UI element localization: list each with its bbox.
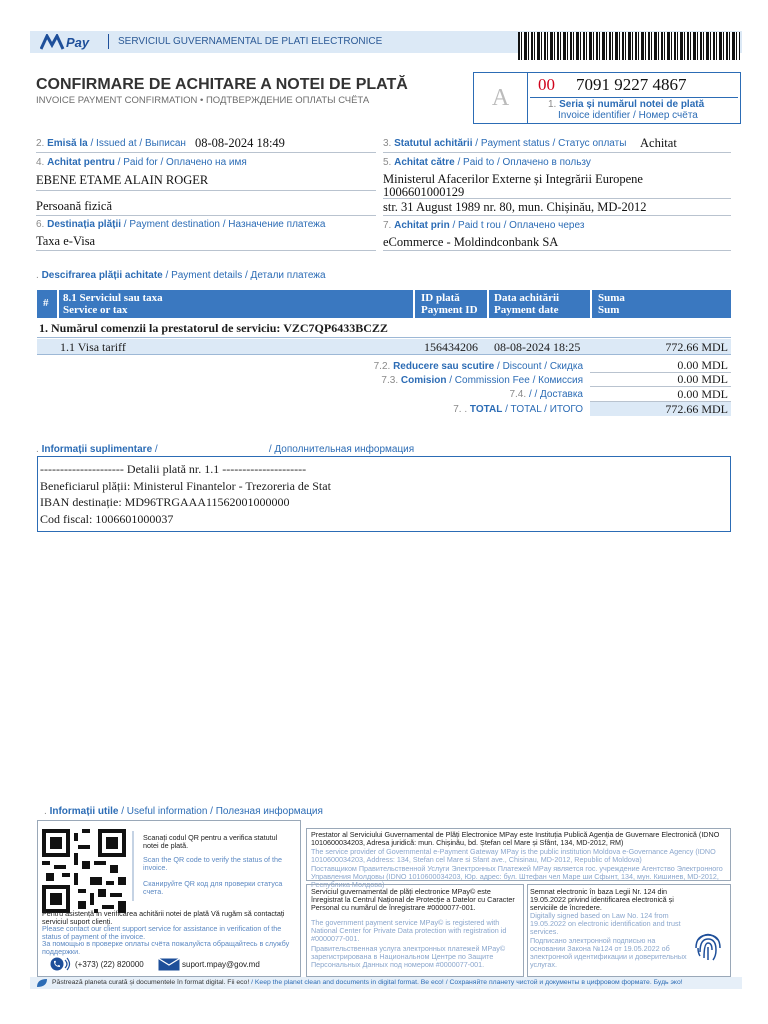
registration-text-en: The government payment service MPay© is registered with National Center for Private Data protection with registration id #0000077-001. [311, 918, 507, 943]
paid-for-type-underline [36, 215, 376, 216]
invoice-label: 1. Seria și numărul notei de plată [548, 99, 705, 110]
paid-to-address-underline [383, 215, 731, 216]
assist-text-ru: За помощью в проверке оплаты счёта пожалуйста обращайтесь в службу поддержки. [42, 939, 290, 956]
col-id: ID plată Payment ID [421, 292, 478, 316]
commission-value: 0.00 MDL [677, 372, 728, 386]
service-name: SERVICIUL GUVERNAMENTAL DE PLATI ELECTRONICE [118, 36, 383, 47]
invoice-divider [530, 97, 738, 98]
col-sum: Suma Sum [598, 292, 625, 316]
destination-value: Taxa e-Visa [36, 234, 96, 248]
paid-for-underline [36, 190, 376, 191]
qr-divider [132, 831, 134, 901]
status-value: Achitat [640, 136, 677, 150]
registration-text-ru: Правительственная услуга электронных платежей MPay© зарегистрирована в Национальном Центре по Защите Персональных Данных под номером #0000077-001. [311, 944, 506, 969]
commission-label: 7.3. Comision / Commission Fee / Комиссия [381, 375, 583, 386]
provider-text-ru: Поставщиком Правительственной Услуги Электронных Платежей MPay является гос. учреждение Агентство Электронного Управления Молдовы (IDNO 1010600034203, Юр. адрес: бул. Штефан чел Маре ши Сфынт, 134, мун. Кишинев, MD-2012, Республика Молдова) [311, 864, 723, 889]
paid-to-code: 1006601000129 [383, 185, 465, 199]
signature-text-ro: Semnat electronic în baza Legii Nr. 124 din 19.05.2022 privind identificarea electronică și serviciile de încredere. [530, 887, 674, 912]
paid-for-label: 4. Achitat pentru / Paid for / Оплачено на имя [36, 157, 247, 168]
delivery-value: 0.00 MDL [677, 387, 728, 401]
total-value: 772.66 MDL [590, 402, 731, 416]
qr-text-en: Scan the QR code to verify the status of the invoice. [143, 855, 283, 872]
order-row: 1. Numărul comenzii la prestatorul de serviciu: VZC7QP6433BCZZ [37, 321, 731, 338]
provider-text-ro: Prestator al Serviciului Guvernamental de Plăți Electronice MPay este Instituția Publică Agenția de Guvernare Electronică (IDNO 1010600034203, Adresa juridică: mun. Chișinău, bd. Ștefan cel Mare și Sfânt, 134, MD-2012, RM) [311, 830, 720, 847]
row-sum: 772.66 MDL [665, 340, 728, 354]
issued-value: 08-08-2024 18:49 [195, 136, 285, 150]
supplementary-heading: . Informații suplimentare / / Дополнительная информация [36, 444, 415, 455]
payment-details-heading: . Descifrarea plății achitate / Payment details / Детали платежа [36, 270, 326, 281]
col-date: Data achitării Payment date [494, 292, 560, 316]
row-date: 08-08-2024 18:25 [494, 340, 581, 354]
qr-code[interactable] [42, 829, 126, 913]
paid-to-name: Ministerul Afacerilor Externe și Integrării Europene [383, 172, 643, 186]
paid-via-underline [383, 250, 731, 251]
total-label: 7. . TOTAL / TOTAL / ИТОГО [453, 404, 583, 415]
invoice-number: 7091 9227 4867 [576, 75, 687, 94]
phone-icon [50, 957, 72, 971]
barcode [518, 32, 740, 60]
paid-for-value: EBENE ETAME ALAIN ROGER [36, 173, 209, 187]
eco-text: Păstrează planeta curată și documentele în format digital. Fii eco! / Keep the planet clean and documents in digital format. Be eco! / Сохраняйте планету чистой и документы в цифровом формате. Будь эко! [52, 979, 683, 986]
destination-label: 6. Destinația plății / Payment destination / Назначение платежа [36, 219, 326, 230]
discount-label: 7.2. Reducere sau scutire / Discount / Скидка [373, 361, 583, 372]
invoice-series: 00 [538, 75, 555, 94]
discount-value: 0.00 MDL [677, 358, 728, 372]
page-title: CONFIRMARE DE ACHITARE A NOTEI DE PLATĂ [36, 76, 408, 93]
fingerprint-icon [692, 928, 724, 962]
email-icon [158, 958, 180, 971]
row-service: 1.1 Visa tariff [60, 340, 126, 354]
row-payment-id: 156434206 [424, 340, 478, 354]
qr-text-ru: Сканируйте QR код для проверки статуса счета. [143, 879, 283, 896]
issued-underline [36, 152, 376, 153]
status-label: 3. Statutul achitării / Payment status / Статус оплаты [383, 138, 627, 149]
support-email[interactable]: suport.mpay@gov.md [182, 960, 260, 969]
brand-text: Pay [66, 35, 90, 50]
paid-via-label: 7. Achitat prin / Paid t rou / Оплачено через [383, 220, 585, 231]
useful-info-heading: . Informații utile / Useful information / Полезная информация [44, 806, 323, 817]
delivery-label: 7.4. / / Доставка [509, 389, 583, 400]
status-underline [383, 152, 731, 153]
signature-text-en: Digitally signed based on Law No. 124 from 19.05.2022 on electronic identification and trust services. [530, 911, 681, 936]
paid-to-label: 5. Achitat către / Paid to / Оплачено в пользу [383, 157, 591, 168]
support-phone[interactable]: (+373) (22) 820000 [75, 960, 144, 969]
paid-via-value: eCommerce - Moldindconbank SA [383, 235, 559, 249]
mpay-logo [40, 31, 102, 53]
assist-text-ro: Pentru asistență în verificarea achitării notei de plată Vă rugăm să contactați serviciul suport clienți. [42, 909, 285, 926]
invoice-label-translations: Invoice identifier / Номер счёта [558, 110, 698, 121]
signature-text-ru: Подписано электронной подписью на основании Закона №124 от 19.05.2022 об электронной идентификации и доверительных услугах. [530, 936, 687, 969]
qr-text-ro: Scanați codul QR pentru a verifica statutul notei de plată. [143, 833, 278, 850]
destination-underline [36, 250, 376, 251]
paid-for-type: Persoană fizică [36, 199, 113, 213]
col-service: 8.1 Serviciul sau taxa Service or tax [63, 292, 163, 316]
paid-to-address: str. 31 August 1989 nr. 80, mun. Chișinău, MD-2012 [383, 200, 647, 214]
paid-to-underline [383, 198, 731, 199]
provider-text-en: The service provider of Governmental e-Payment Gateway MPay is the public institution Moldova e-Governance Agency (IDNO 1010600034203, Address: 134, Stefan cel Mare si Sfant ave., Chisinau, MD-2012, Republic of Moldova) [311, 847, 716, 864]
issued-label: 2. Emisă la / Issued at / Выписан [36, 138, 186, 149]
header-divider [108, 34, 109, 49]
registration-text-ro: Serviciul guvernamental de plăți electronice MPay© este înregistrat la Centrul Național de Protecție a Datelor cu Caracter Personal cu numărul de înregistrare #0000077-001. [311, 887, 515, 912]
page-subtitle: INVOICE PAYMENT CONFIRMATION • ПОДТВЕРЖДЕНИЕ ОПЛАТЫ СЧЁТА [36, 95, 370, 106]
col-num: # [43, 297, 49, 309]
table-header [37, 290, 731, 318]
leaf-icon [36, 978, 48, 988]
invoice-letter: A [474, 73, 528, 123]
assist-text-en: Please contact our client support service for assistance in verification of the status of payment of the invoice. [42, 924, 282, 941]
mpay-logo-icon [40, 34, 66, 50]
supplementary-text: --------------------- Detalii plată nr. 1.1 --------------------- Beneficiarul plății: Ministerul Finantelor - Trezoreria de Stat IBAN destinație: MD96TRGAAA11562001000000 Cod fiscal: 1006601000037 [40, 462, 331, 526]
